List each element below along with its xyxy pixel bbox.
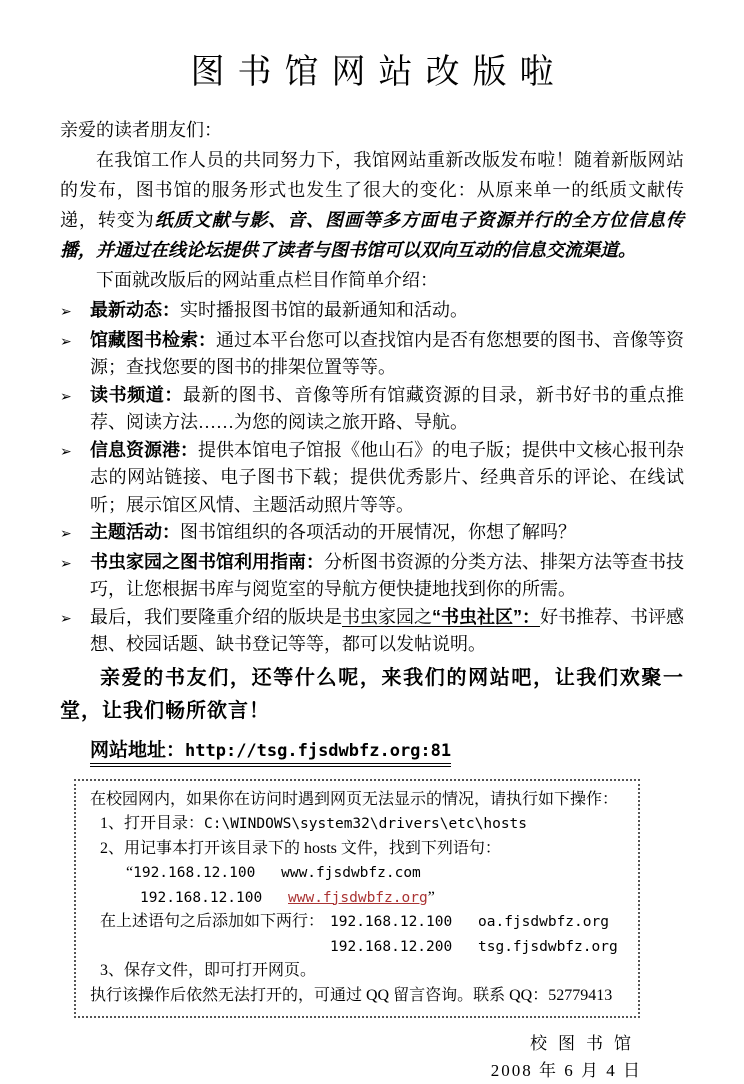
- arrow-bullet-icon: ➢: [60, 334, 72, 350]
- final-item-underlined: 书虫家园之: [342, 606, 432, 627]
- step-open-directory: 1、打开目录：C:\WINDOWS\system32\drivers\etc\hosts: [100, 815, 528, 832]
- final-item-rest: 好书推荐、书评感想、校园话题、缺书登记等等，都可以发帖说明。: [90, 606, 684, 654]
- list-item-text: 实时播报图书馆的最新通知和活动。: [180, 300, 468, 320]
- red-hosts-link[interactable]: www.fjsdwbfz.org: [288, 889, 428, 906]
- date-line: 2008 年 6 月 4 日: [490, 1061, 642, 1080]
- list-item-label: 信息资源港：: [90, 439, 198, 460]
- list-intro: 下面就改版后的网站重点栏目作简单介绍：: [96, 270, 438, 290]
- list-item: [60, 327, 684, 382]
- arrow-bullet-icon: ➢: [60, 611, 72, 627]
- final-item-prefix: 最后，我们要隆重介绍的版块是: [90, 606, 342, 627]
- intro-emphasis: 纸质文献与影、音、图画等多方面电子资源并行的全方位信息传播，并通过在线论坛提供了读者与图书馆可以双向互动的信息交流渠道。: [60, 210, 684, 260]
- arrow-bullet-icon: ➢: [60, 305, 72, 320]
- page-title: 图书馆网站改版啦: [190, 53, 567, 91]
- list-item-text: 图书馆组织的各项活动的开展情况，你想了解吗？: [180, 522, 576, 542]
- notice-intro: 在校园网内，如果你在访问时遇到网页无法显示的情况，请执行如下操作：: [90, 790, 619, 808]
- list-item-text: 通过本平台您可以查找馆内是否有您想要的图书、音像等资源；查找您要的图书的排架位置等等。: [90, 329, 684, 377]
- closing-appeal: 亲爱的书友们，还等什么呢，来我们的网站吧，让我们欢聚一堂，让我们畅所欲言！: [60, 666, 684, 722]
- website-address-url[interactable]: http://tsg.fjsdwbfz.org:81: [185, 740, 452, 761]
- list-item-text: 最新的图书、音像等所有馆藏资源的目录，新书好书的重点推荐、阅读方法……为您的阅读之旅开路、导航。: [90, 384, 685, 432]
- signature: 校图书馆: [530, 1034, 642, 1053]
- hosts-notice-box: [74, 779, 640, 1019]
- step-save-file: 3、保存文件，即可打开网页。: [100, 962, 317, 979]
- website-address-line: [90, 735, 684, 767]
- list-item-final: [60, 604, 684, 659]
- hosts-quote-line-2: [90, 886, 626, 911]
- add2-domain: tsg.fjsdwbfz.org: [478, 938, 618, 955]
- list-item: [60, 382, 684, 437]
- hosts-quote-line-1: [90, 861, 626, 886]
- add2-ip: 192.168.12.200: [330, 938, 453, 955]
- directory-path: C:\WINDOWS\system32\drivers\etc\hosts: [204, 816, 528, 832]
- add-line-1: [90, 910, 626, 935]
- list-item-label: 最新动态：: [90, 300, 180, 320]
- list-item-label: 读书频道：: [90, 384, 183, 405]
- host1-ip: 192.168.12.100: [133, 865, 256, 881]
- add-line-2: [90, 935, 626, 960]
- list-item-label: 馆藏图书检索：: [90, 329, 216, 350]
- step-edit-hosts: 2、用记事本打开该目录下的 hosts 文件，找到下列语句：: [100, 839, 501, 857]
- final-item-community-bold: “书虫社区”：: [432, 606, 540, 627]
- arrow-bullet-icon: ➢: [60, 444, 72, 460]
- salutation: 亲爱的读者朋友们：: [60, 120, 222, 140]
- list-item-text: 提供本馆电子馆报《他山石》的电子版；提供中文核心报刊杂志的网站链接、电子图书下载；提供优秀影片、经典音乐的评论、在线试听；展示馆区风情、主题活动照片等等。: [90, 439, 684, 515]
- add1-ip: 192.168.12.100: [330, 914, 453, 930]
- arrow-bullet-icon: ➢: [60, 527, 72, 542]
- list-item: [60, 297, 684, 327]
- list-item: [60, 437, 684, 520]
- open-quote: “: [126, 864, 134, 881]
- host2-ip: 192.168.12.100: [140, 889, 263, 906]
- list-item: [60, 549, 684, 604]
- intro-paragraph: [60, 145, 684, 265]
- close-quote: ”: [427, 888, 435, 906]
- feature-list: [60, 297, 684, 659]
- arrow-bullet-icon: ➢: [60, 389, 72, 405]
- add1-domain: oa.fjsdwbfz.org: [478, 914, 609, 930]
- list-item-label: 书虫家园之图书馆利用指南：: [90, 551, 324, 572]
- arrow-bullet-icon: ➢: [60, 556, 72, 572]
- list-item: [60, 519, 684, 549]
- qq-contact-note: 执行该操作后依然无法打开的，可通过 QQ 留言咨询。联系 QQ：52779413: [90, 986, 613, 1004]
- list-item-text: 分析图书资源的分类方法、排架方法等查书技巧，让您根据书库与阅览室的导航方便快捷地找到你的所需。: [90, 551, 684, 599]
- signature-block: [60, 1030, 684, 1084]
- website-address-label: 网站地址：: [90, 739, 186, 761]
- host1-domain: www.fjsdwbfz.com: [281, 865, 421, 881]
- add-lines-label: 在上述语句之后添加如下两行：: [100, 913, 325, 930]
- list-item-label: 主题活动：: [90, 522, 180, 542]
- intro-text: 在我馆工作人员的共同努力下，我馆网站重新改版发布啦！随着新版网站的发布，图书馆的服务形式也发生了很大的变化：从原来单一的纸质文献传递，转变为: [60, 150, 684, 230]
